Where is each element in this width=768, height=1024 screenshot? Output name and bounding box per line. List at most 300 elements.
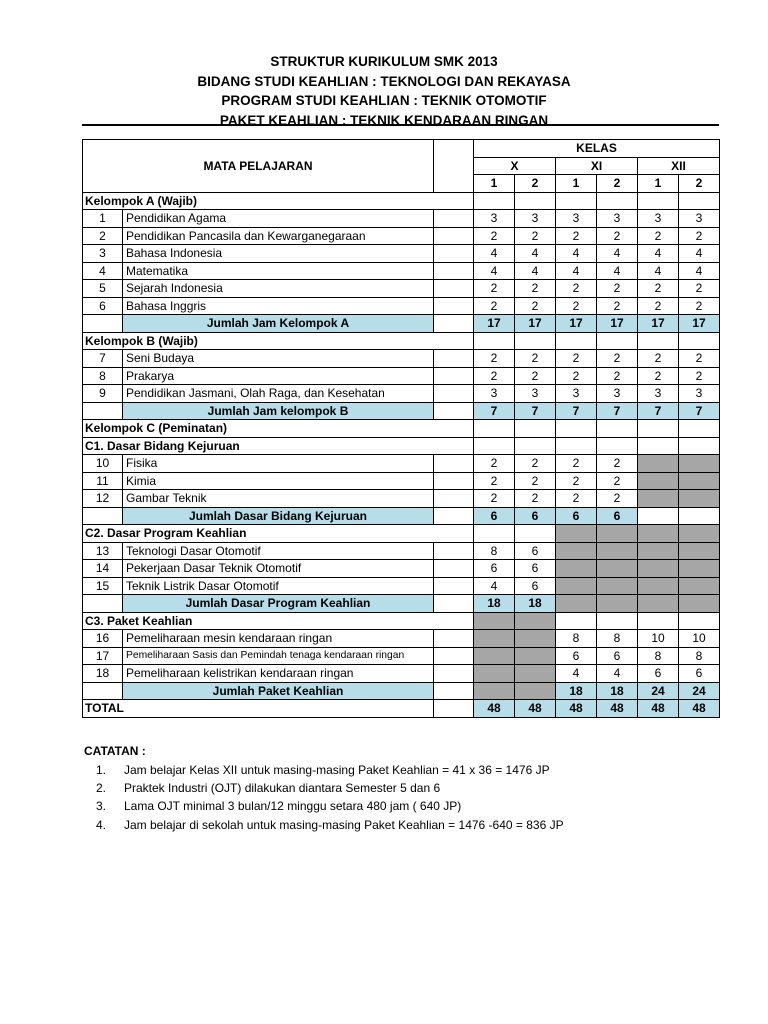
subtotal-value: 17 <box>556 315 597 333</box>
subtotal-value: 18 <box>474 595 515 613</box>
value-cell: 3 <box>638 385 679 403</box>
value-cell <box>679 455 720 473</box>
header-semester: 1 <box>556 175 597 193</box>
subtotal-value: 18 <box>556 682 597 700</box>
subject-number: 1 <box>83 210 123 228</box>
subtotal-value <box>515 682 556 700</box>
value-cell: 6 <box>556 647 597 665</box>
subtotal-value <box>474 682 515 700</box>
subject-row <box>83 262 720 280</box>
value-cell <box>679 490 720 508</box>
blank-cell <box>434 490 474 508</box>
subtotal-value: 24 <box>679 682 720 700</box>
value-cell <box>474 437 515 455</box>
header-semester: 2 <box>515 175 556 193</box>
value-cell: 2 <box>597 455 638 473</box>
value-cell: 2 <box>474 455 515 473</box>
subject-name: Prakarya <box>123 367 434 385</box>
note-text: Praktek Industri (OJT) dilakukan diantara Semester 5 dan 6 <box>124 781 441 796</box>
value-cell: 2 <box>474 490 515 508</box>
grand-total-value: 48 <box>679 700 720 718</box>
blank-cell <box>434 315 474 333</box>
value-cell <box>638 560 679 578</box>
value-cell <box>556 612 597 630</box>
note-text: Jam belajar di sekolah untuk masing-masing Paket Keahlian = 1476 -640 = 836 JP <box>124 817 564 832</box>
value-cell: 2 <box>597 280 638 298</box>
value-cell <box>638 490 679 508</box>
subject-name: Teknik Listrik Dasar Otomotif <box>123 577 434 595</box>
value-cell <box>515 665 556 683</box>
value-cell: 6 <box>474 560 515 578</box>
value-cell: 3 <box>515 210 556 228</box>
value-cell: 3 <box>679 385 720 403</box>
group-row <box>83 192 720 210</box>
blank-cell <box>434 210 474 228</box>
group-label: Kelompok A (Wajib) <box>83 192 474 210</box>
value-cell <box>474 612 515 630</box>
value-cell: 4 <box>638 262 679 280</box>
blank-cell <box>434 682 474 700</box>
value-cell: 3 <box>556 210 597 228</box>
value-cell <box>679 437 720 455</box>
blank-cell <box>434 402 474 420</box>
group-row <box>83 332 720 350</box>
value-cell: 8 <box>679 647 720 665</box>
value-cell <box>556 192 597 210</box>
blank-cell <box>434 367 474 385</box>
group-row <box>83 525 720 543</box>
subtotal-value: 17 <box>474 315 515 333</box>
subtotal-value: 18 <box>597 682 638 700</box>
value-cell: 3 <box>474 385 515 403</box>
grand-total-value: 48 <box>515 700 556 718</box>
title-line-1: STRUKTUR KURIKULUM SMK 2013 <box>270 54 498 69</box>
value-cell: 2 <box>515 490 556 508</box>
title-line-3: PROGRAM STUDI KEAHLIAN : TEKNIK OTOMOTIF <box>221 93 547 108</box>
subtotal-value: 7 <box>679 402 720 420</box>
value-cell: 6 <box>638 665 679 683</box>
value-cell: 2 <box>679 227 720 245</box>
value-cell <box>638 332 679 350</box>
value-cell: 8 <box>556 630 597 648</box>
subject-name: Sejarah Indonesia <box>123 280 434 298</box>
subtotal-value <box>597 595 638 613</box>
value-cell: 2 <box>597 490 638 508</box>
value-cell: 2 <box>638 350 679 368</box>
subtotal-value: 17 <box>638 315 679 333</box>
blank-cell <box>434 455 474 473</box>
subject-name: Pendidikan Agama <box>123 210 434 228</box>
subject-row <box>83 665 720 683</box>
subject-number: 14 <box>83 560 123 578</box>
subtotal-value: 6 <box>474 507 515 525</box>
subject-number: 9 <box>83 385 123 403</box>
value-cell: 8 <box>638 647 679 665</box>
blank-cell <box>434 280 474 298</box>
value-cell <box>515 437 556 455</box>
value-cell: 2 <box>556 350 597 368</box>
value-cell: 8 <box>474 542 515 560</box>
value-cell <box>679 542 720 560</box>
value-cell <box>638 437 679 455</box>
subject-row <box>83 280 720 298</box>
value-cell <box>556 332 597 350</box>
subject-row <box>83 297 720 315</box>
header-blank <box>434 140 474 193</box>
blank-cell <box>434 647 474 665</box>
subtotal-value: 17 <box>679 315 720 333</box>
group-row <box>83 612 720 630</box>
header-class-xii: XII <box>638 157 720 175</box>
value-cell: 6 <box>597 647 638 665</box>
note-item <box>84 779 724 797</box>
value-cell <box>638 455 679 473</box>
header-semester: 2 <box>679 175 720 193</box>
note-number: 1. <box>96 763 107 777</box>
subject-name: Pendidikan Jasmani, Olah Raga, dan Kesehatan <box>123 385 434 403</box>
group-row <box>83 420 720 438</box>
subject-number: 3 <box>83 245 123 263</box>
group-row <box>83 437 720 455</box>
subtotal-row <box>83 595 720 613</box>
note-number: 4. <box>96 817 107 832</box>
value-cell: 2 <box>515 350 556 368</box>
subtotal-value: 7 <box>474 402 515 420</box>
subtotal-row <box>83 682 720 700</box>
blank-cell <box>83 595 123 613</box>
value-cell <box>679 420 720 438</box>
subject-number: 5 <box>83 280 123 298</box>
subtotal-value: 6 <box>515 507 556 525</box>
document-title-block <box>0 52 768 130</box>
subtotal-label: Jumlah Jam kelompok B <box>123 402 434 420</box>
value-cell: 2 <box>474 280 515 298</box>
value-cell: 2 <box>638 280 679 298</box>
subject-name: Teknologi Dasar Otomotif <box>123 542 434 560</box>
value-cell <box>556 525 597 543</box>
value-cell <box>597 437 638 455</box>
value-cell: 3 <box>556 385 597 403</box>
subject-row <box>83 350 720 368</box>
subject-name: Bahasa Inggris <box>123 297 434 315</box>
grand-total-row <box>83 700 720 718</box>
value-cell <box>679 612 720 630</box>
value-cell: 2 <box>556 472 597 490</box>
value-cell <box>638 192 679 210</box>
subject-name: Gambar Teknik <box>123 490 434 508</box>
value-cell: 2 <box>597 297 638 315</box>
subject-row <box>83 647 720 665</box>
blank-cell <box>434 700 474 718</box>
subject-number: 10 <box>83 455 123 473</box>
value-cell: 6 <box>679 665 720 683</box>
subject-row <box>83 542 720 560</box>
value-cell: 3 <box>515 385 556 403</box>
value-cell: 2 <box>679 280 720 298</box>
note-text: Jam belajar Kelas XII untuk masing-masing Paket Keahlian = 41 x 36 = 1476 JP <box>124 763 550 777</box>
value-cell <box>638 525 679 543</box>
subject-row <box>83 630 720 648</box>
blank-cell <box>434 350 474 368</box>
header-class-xi: XI <box>556 157 638 175</box>
value-cell <box>597 192 638 210</box>
subject-number: 8 <box>83 367 123 385</box>
subject-row <box>83 560 720 578</box>
value-cell: 4 <box>515 245 556 263</box>
notes-section <box>84 741 724 834</box>
value-cell <box>474 420 515 438</box>
title-line-2: BIDANG STUDI KEAHLIAN : TEKNOLOGI DAN REKAYASA <box>197 73 571 89</box>
subject-name: Pemeliharaan Sasis dan Pemindah tenaga kendaraan ringan <box>123 647 434 665</box>
value-cell: 4 <box>597 665 638 683</box>
note-number: 2. <box>96 781 107 796</box>
value-cell: 2 <box>556 280 597 298</box>
value-cell <box>638 542 679 560</box>
header-semester: 2 <box>597 175 638 193</box>
header-row-kelas <box>83 140 720 158</box>
value-cell <box>556 560 597 578</box>
value-cell: 2 <box>597 472 638 490</box>
header-mata-pelajaran: MATA PELAJARAN <box>83 140 434 193</box>
blank-cell <box>83 682 123 700</box>
value-cell <box>679 472 720 490</box>
subject-name: Pendidikan Pancasila dan Kewarganegaraan <box>123 227 434 245</box>
value-cell: 2 <box>638 367 679 385</box>
value-cell: 4 <box>679 262 720 280</box>
value-cell <box>679 525 720 543</box>
blank-cell <box>434 385 474 403</box>
blank-cell <box>434 577 474 595</box>
subject-name: Bahasa Indonesia <box>123 245 434 263</box>
subtotal-value: 18 <box>515 595 556 613</box>
value-cell <box>474 665 515 683</box>
value-cell <box>679 577 720 595</box>
value-cell <box>556 420 597 438</box>
subtotal-row <box>83 507 720 525</box>
subtotal-value <box>556 595 597 613</box>
grand-total-value: 48 <box>556 700 597 718</box>
value-cell: 10 <box>638 630 679 648</box>
blank-cell <box>434 542 474 560</box>
value-cell: 2 <box>474 227 515 245</box>
value-cell: 2 <box>597 350 638 368</box>
curriculum-body <box>83 192 720 717</box>
subtotal-value <box>638 507 679 525</box>
value-cell: 8 <box>597 630 638 648</box>
subject-number: 15 <box>83 577 123 595</box>
value-cell <box>556 542 597 560</box>
subtotal-value: 6 <box>597 507 638 525</box>
value-cell: 2 <box>679 367 720 385</box>
subtotal-label: Jumlah Paket Keahlian <box>123 682 434 700</box>
subject-number: 4 <box>83 262 123 280</box>
subtotal-value: 7 <box>515 402 556 420</box>
subject-row <box>83 490 720 508</box>
value-cell: 2 <box>638 297 679 315</box>
value-cell: 2 <box>474 350 515 368</box>
value-cell: 4 <box>597 262 638 280</box>
subtotal-value: 6 <box>556 507 597 525</box>
value-cell <box>679 560 720 578</box>
subject-number: 13 <box>83 542 123 560</box>
group-label: C2. Dasar Program Keahlian <box>83 525 474 543</box>
grand-total-value: 48 <box>474 700 515 718</box>
value-cell: 4 <box>474 245 515 263</box>
notes-title: CATATAN : <box>84 744 146 758</box>
value-cell <box>679 192 720 210</box>
subtotal-label: Jumlah Dasar Program Keahlian <box>123 595 434 613</box>
header-class-x: X <box>474 157 556 175</box>
subject-row <box>83 455 720 473</box>
value-cell <box>474 630 515 648</box>
subtotal-value: 7 <box>556 402 597 420</box>
value-cell <box>474 647 515 665</box>
value-cell: 2 <box>679 350 720 368</box>
subject-name: Seni Budaya <box>123 350 434 368</box>
value-cell: 2 <box>556 227 597 245</box>
value-cell <box>515 612 556 630</box>
value-cell <box>638 577 679 595</box>
subject-number: 17 <box>83 647 123 665</box>
value-cell <box>515 630 556 648</box>
value-cell: 4 <box>474 262 515 280</box>
value-cell: 3 <box>474 210 515 228</box>
value-cell: 3 <box>597 210 638 228</box>
note-item <box>84 816 724 834</box>
value-cell <box>597 577 638 595</box>
subject-row <box>83 385 720 403</box>
value-cell <box>515 332 556 350</box>
title-line-4: PAKET KEAHLIAN : TEKNIK KENDARAAN RINGAN <box>219 112 549 128</box>
value-cell: 2 <box>474 297 515 315</box>
subtotal-value <box>638 595 679 613</box>
note-number: 3. <box>96 799 107 814</box>
subject-name: Kimia <box>123 472 434 490</box>
subject-number: 16 <box>83 630 123 648</box>
subject-number: 12 <box>83 490 123 508</box>
header-kelas: KELAS <box>474 140 720 158</box>
subject-row <box>83 577 720 595</box>
subtotal-row <box>83 402 720 420</box>
value-cell: 2 <box>515 297 556 315</box>
blank-cell <box>434 227 474 245</box>
subtotal-value: 17 <box>515 315 556 333</box>
value-cell <box>597 332 638 350</box>
header-semester: 1 <box>474 175 515 193</box>
value-cell <box>597 612 638 630</box>
value-cell: 2 <box>515 472 556 490</box>
value-cell <box>515 420 556 438</box>
value-cell: 4 <box>638 245 679 263</box>
value-cell <box>597 525 638 543</box>
value-cell: 3 <box>638 210 679 228</box>
value-cell: 4 <box>474 577 515 595</box>
blank-cell <box>83 507 123 525</box>
subject-number: 7 <box>83 350 123 368</box>
group-label: C1. Dasar Bidang Kejuruan <box>83 437 474 455</box>
blank-cell <box>83 402 123 420</box>
subtotal-value: 17 <box>597 315 638 333</box>
grand-total-value: 48 <box>638 700 679 718</box>
value-cell: 4 <box>679 245 720 263</box>
value-cell: 3 <box>679 210 720 228</box>
value-cell: 3 <box>597 385 638 403</box>
subject-name: Matematika <box>123 262 434 280</box>
value-cell <box>638 420 679 438</box>
value-cell: 2 <box>474 472 515 490</box>
subject-row <box>83 472 720 490</box>
value-cell <box>556 577 597 595</box>
value-cell: 4 <box>597 245 638 263</box>
value-cell: 2 <box>474 367 515 385</box>
subject-number: 6 <box>83 297 123 315</box>
value-cell: 10 <box>679 630 720 648</box>
value-cell: 2 <box>515 367 556 385</box>
value-cell <box>515 647 556 665</box>
value-cell <box>597 420 638 438</box>
value-cell: 2 <box>556 367 597 385</box>
header-semester: 1 <box>638 175 679 193</box>
value-cell <box>597 542 638 560</box>
value-cell: 2 <box>556 455 597 473</box>
value-cell: 4 <box>556 245 597 263</box>
value-cell: 2 <box>679 297 720 315</box>
value-cell: 2 <box>556 490 597 508</box>
value-cell: 6 <box>515 542 556 560</box>
value-cell <box>638 612 679 630</box>
blank-cell <box>434 665 474 683</box>
subject-name: Fisika <box>123 455 434 473</box>
subject-row <box>83 245 720 263</box>
grand-total-value: 48 <box>597 700 638 718</box>
value-cell: 6 <box>515 577 556 595</box>
subtotal-row <box>83 315 720 333</box>
value-cell <box>474 332 515 350</box>
value-cell: 2 <box>556 297 597 315</box>
subtotal-value: 7 <box>597 402 638 420</box>
subject-row <box>83 227 720 245</box>
blank-cell <box>434 245 474 263</box>
subject-name: Pemeliharaan kelistrikan kendaraan ringan <box>123 665 434 683</box>
blank-cell <box>434 630 474 648</box>
blank-cell <box>434 560 474 578</box>
value-cell: 2 <box>515 227 556 245</box>
group-label: Kelompok C (Peminatan) <box>83 420 474 438</box>
value-cell <box>679 332 720 350</box>
group-label: C3. Paket Keahlian <box>83 612 474 630</box>
blank-cell <box>434 297 474 315</box>
value-cell: 2 <box>638 227 679 245</box>
subtotal-label: Jumlah Dasar Bidang Kejuruan <box>123 507 434 525</box>
value-cell <box>638 472 679 490</box>
blank-cell <box>434 595 474 613</box>
subject-number: 11 <box>83 472 123 490</box>
value-cell <box>515 192 556 210</box>
subject-number: 2 <box>83 227 123 245</box>
note-item <box>84 761 724 779</box>
subtotal-label: Jumlah Jam Kelompok A <box>123 315 434 333</box>
group-label: Kelompok B (Wajib) <box>83 332 474 350</box>
value-cell: 2 <box>597 227 638 245</box>
subtotal-value <box>679 595 720 613</box>
value-cell: 4 <box>556 262 597 280</box>
grand-total-label: TOTAL <box>83 700 434 718</box>
value-cell <box>474 192 515 210</box>
curriculum-table <box>82 139 720 718</box>
value-cell: 2 <box>597 367 638 385</box>
blank-cell <box>434 507 474 525</box>
subject-row <box>83 210 720 228</box>
